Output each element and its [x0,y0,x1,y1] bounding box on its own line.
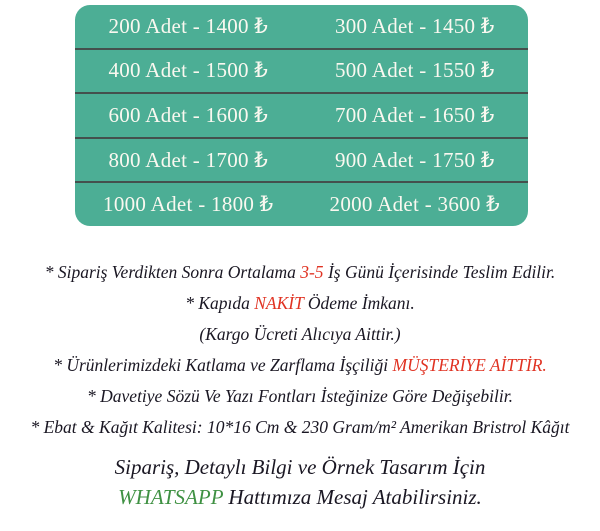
price-cell: 700 Adet - 1650 ₺ [334,102,495,127]
whatsapp-highlight: WHATSAPP [118,485,224,509]
note-shipping-fee [0,319,600,350]
note-text: * Kapıda [185,293,255,313]
note-text: * Ebat & Kağıt Kalitesi: 10*16 Cm & 230 Gram/m² Amerikan Bristrol Kâğıt [30,417,570,437]
price-cell: 2000 Adet - 3600 ₺ [329,192,500,217]
contact-cta [0,452,600,512]
price-cell: 1000 Adet - 1800 ₺ [103,192,274,217]
price-cell: 200 Adet - 1400 ₺ [108,13,269,38]
price-cell: 900 Adet - 1750 ₺ [334,147,495,172]
note-fonts-changeable [0,381,600,412]
price-cell: 800 Adet - 1700 ₺ [108,147,269,172]
note-text: * Davetiye Sözü Ve Yazı Fontları İsteğinize Göre Değişebilir. [87,386,513,406]
price-table-row [75,92,528,137]
order-notes [0,257,600,443]
cta-line-1: Sipariş, Detaylı Bilgi ve Örnek Tasarım İçin [114,455,486,479]
note-highlight: NAKİT [254,293,304,313]
note-text: İş Günü İçerisinde Teslim Edilir. [323,262,556,282]
note-text: * Sipariş Verdikten Sonra Ortalama [44,262,301,282]
price-table [75,5,528,226]
price-table-row [75,137,528,182]
note-text: * Ürünlerimizdeki Katlama ve Zarflama İşçiliği [53,355,393,375]
price-table-row [75,5,528,48]
price-cell: 300 Adet - 1450 ₺ [334,13,495,38]
price-cell: 600 Adet - 1600 ₺ [108,102,269,127]
note-highlight: 3-5 [300,262,324,282]
price-table-row [75,181,528,226]
price-cell: 400 Adet - 1500 ₺ [108,58,269,83]
note-highlight: MÜŞTERİYE AİTTİR. [392,355,547,375]
note-text: (Kargo Ücreti Alıcıya Aittir.) [199,324,401,344]
cta-line-2-rest: Hattımıza Mesaj Atabilirsiniz. [223,485,482,509]
note-paper-quality [0,412,600,443]
cta-line-2 [0,482,600,512]
price-cell: 500 Adet - 1550 ₺ [334,58,495,83]
note-folding-labor [0,350,600,381]
note-delivery-time [0,257,600,288]
note-text: Ödeme İmkanı. [303,293,415,313]
note-cash-payment [0,288,600,319]
price-table-row [75,48,528,93]
